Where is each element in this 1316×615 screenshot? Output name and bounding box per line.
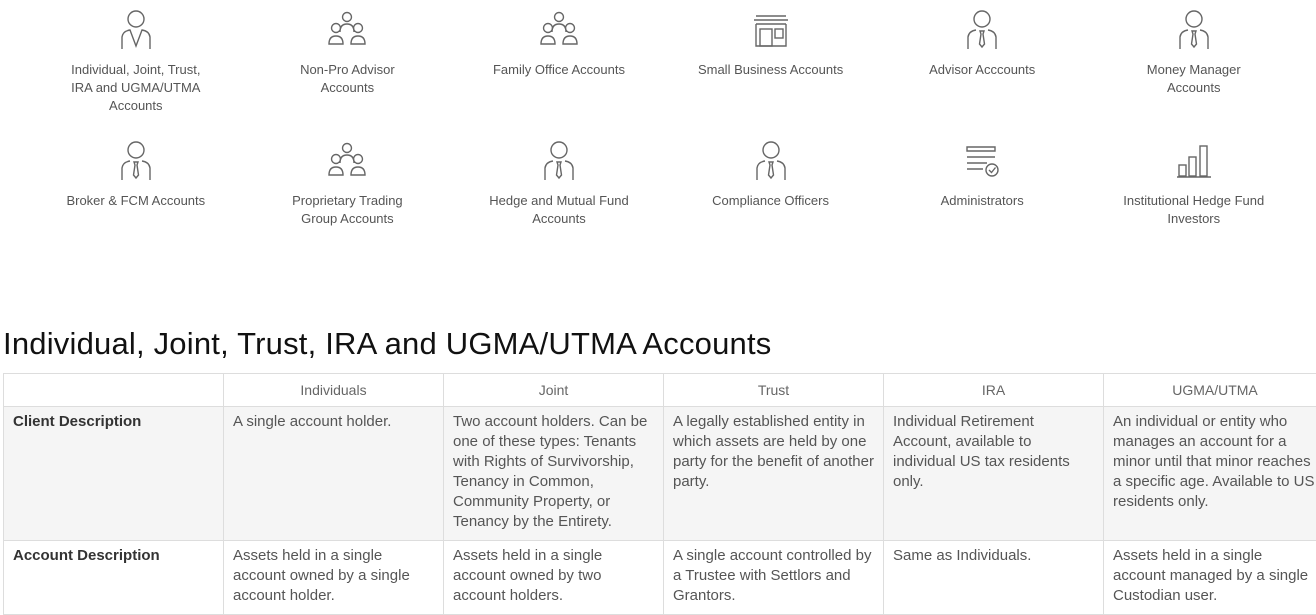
table-cell: Assets held in a single account managed by a single Custodian user.: [1104, 541, 1316, 615]
tile-individual-joint[interactable]: [30, 8, 242, 139]
tile-proprietary-trading[interactable]: [242, 139, 454, 270]
tile-label: Money Manager Accounts: [1119, 61, 1269, 97]
table-cell: Assets held in a single account owned by two account holders.: [444, 541, 664, 615]
tile-compliance-officers[interactable]: [665, 139, 877, 270]
tile-label: Compliance Officers: [696, 192, 846, 210]
tile-money-manager[interactable]: [1088, 8, 1300, 139]
table-cell: Individual Retirement Account, available to individual US tax residents only.: [884, 407, 1104, 541]
table-cell: A legally established entity in which assets are held by one party for the benefit of another party.: [664, 407, 884, 541]
tile-broker-fcm[interactable]: [30, 139, 242, 270]
table-cell: Assets held in a single account owned by a single account holder.: [224, 541, 444, 615]
person-tie-icon: [751, 139, 791, 183]
group-icon: [327, 139, 367, 183]
tile-label: Hedge and Mutual Fund Accounts: [484, 192, 634, 228]
column-header-joint: Joint: [444, 374, 664, 407]
table-cell: Same as Individuals.: [884, 541, 1104, 615]
tile-family-office[interactable]: [453, 8, 665, 139]
tile-institutional-hedge[interactable]: [1088, 139, 1300, 270]
table-row: [4, 407, 1316, 541]
tile-label: Administrators: [907, 192, 1057, 210]
person-icon: [116, 8, 156, 52]
section-title: Individual, Joint, Trust, IRA and UGMA/UTMA Accounts: [3, 326, 772, 362]
account-comparison-table: [3, 373, 1316, 615]
person-tie-icon: [539, 139, 579, 183]
column-header-ugma-utma: UGMA/UTMA: [1104, 374, 1316, 407]
table-row: [4, 541, 1316, 615]
tile-label: Individual, Joint, Trust, IRA and UGMA/UTMA Accounts: [61, 61, 211, 115]
account-type-grid: [30, 8, 1300, 270]
tile-label: Family Office Accounts: [484, 61, 634, 79]
person-tie-icon: [116, 139, 156, 183]
table-cell: Two account holders. Can be one of these types: Tenants with Rights of Survivorship, Tenancy in Common, Community Property, or Tenancy by the Entirety.: [444, 407, 664, 541]
table-cell: A single account holder.: [224, 407, 444, 541]
row-header-client-description: Client Description: [4, 407, 224, 541]
tile-label: Advisor Acccounts: [907, 61, 1057, 79]
group-icon: [539, 8, 579, 52]
tile-label: Small Business Accounts: [696, 61, 846, 79]
tile-hedge-mutual-fund[interactable]: [453, 139, 665, 270]
bar-chart-icon: [1174, 139, 1214, 183]
checklist-icon: [962, 139, 1002, 183]
column-header-trust: Trust: [664, 374, 884, 407]
person-tie-icon: [1174, 8, 1214, 52]
tile-label: Non-Pro Advisor Accounts: [272, 61, 422, 97]
column-header-ira: IRA: [884, 374, 1104, 407]
column-header-individuals: Individuals: [224, 374, 444, 407]
tile-label: Proprietary Trading Group Accounts: [272, 192, 422, 228]
tile-administrators[interactable]: [876, 139, 1088, 270]
column-header-empty: [4, 374, 224, 407]
tile-non-pro-advisor[interactable]: [242, 8, 454, 139]
person-tie-icon: [962, 8, 1002, 52]
tile-label: Institutional Hedge Fund Investors: [1119, 192, 1269, 228]
table-cell: A single account controlled by a Trustee with Settlors and Grantors.: [664, 541, 884, 615]
row-header-account-description: Account Description: [4, 541, 224, 615]
storefront-icon: [751, 8, 791, 52]
tile-advisor[interactable]: [876, 8, 1088, 139]
tile-small-business[interactable]: [665, 8, 877, 139]
table-cell: An individual or entity who manages an account for a minor until that minor reaches a specific age. Available to US residents only.: [1104, 407, 1316, 541]
table-header-row: [4, 374, 1316, 407]
tile-label: Broker & FCM Accounts: [61, 192, 211, 210]
group-icon: [327, 8, 367, 52]
